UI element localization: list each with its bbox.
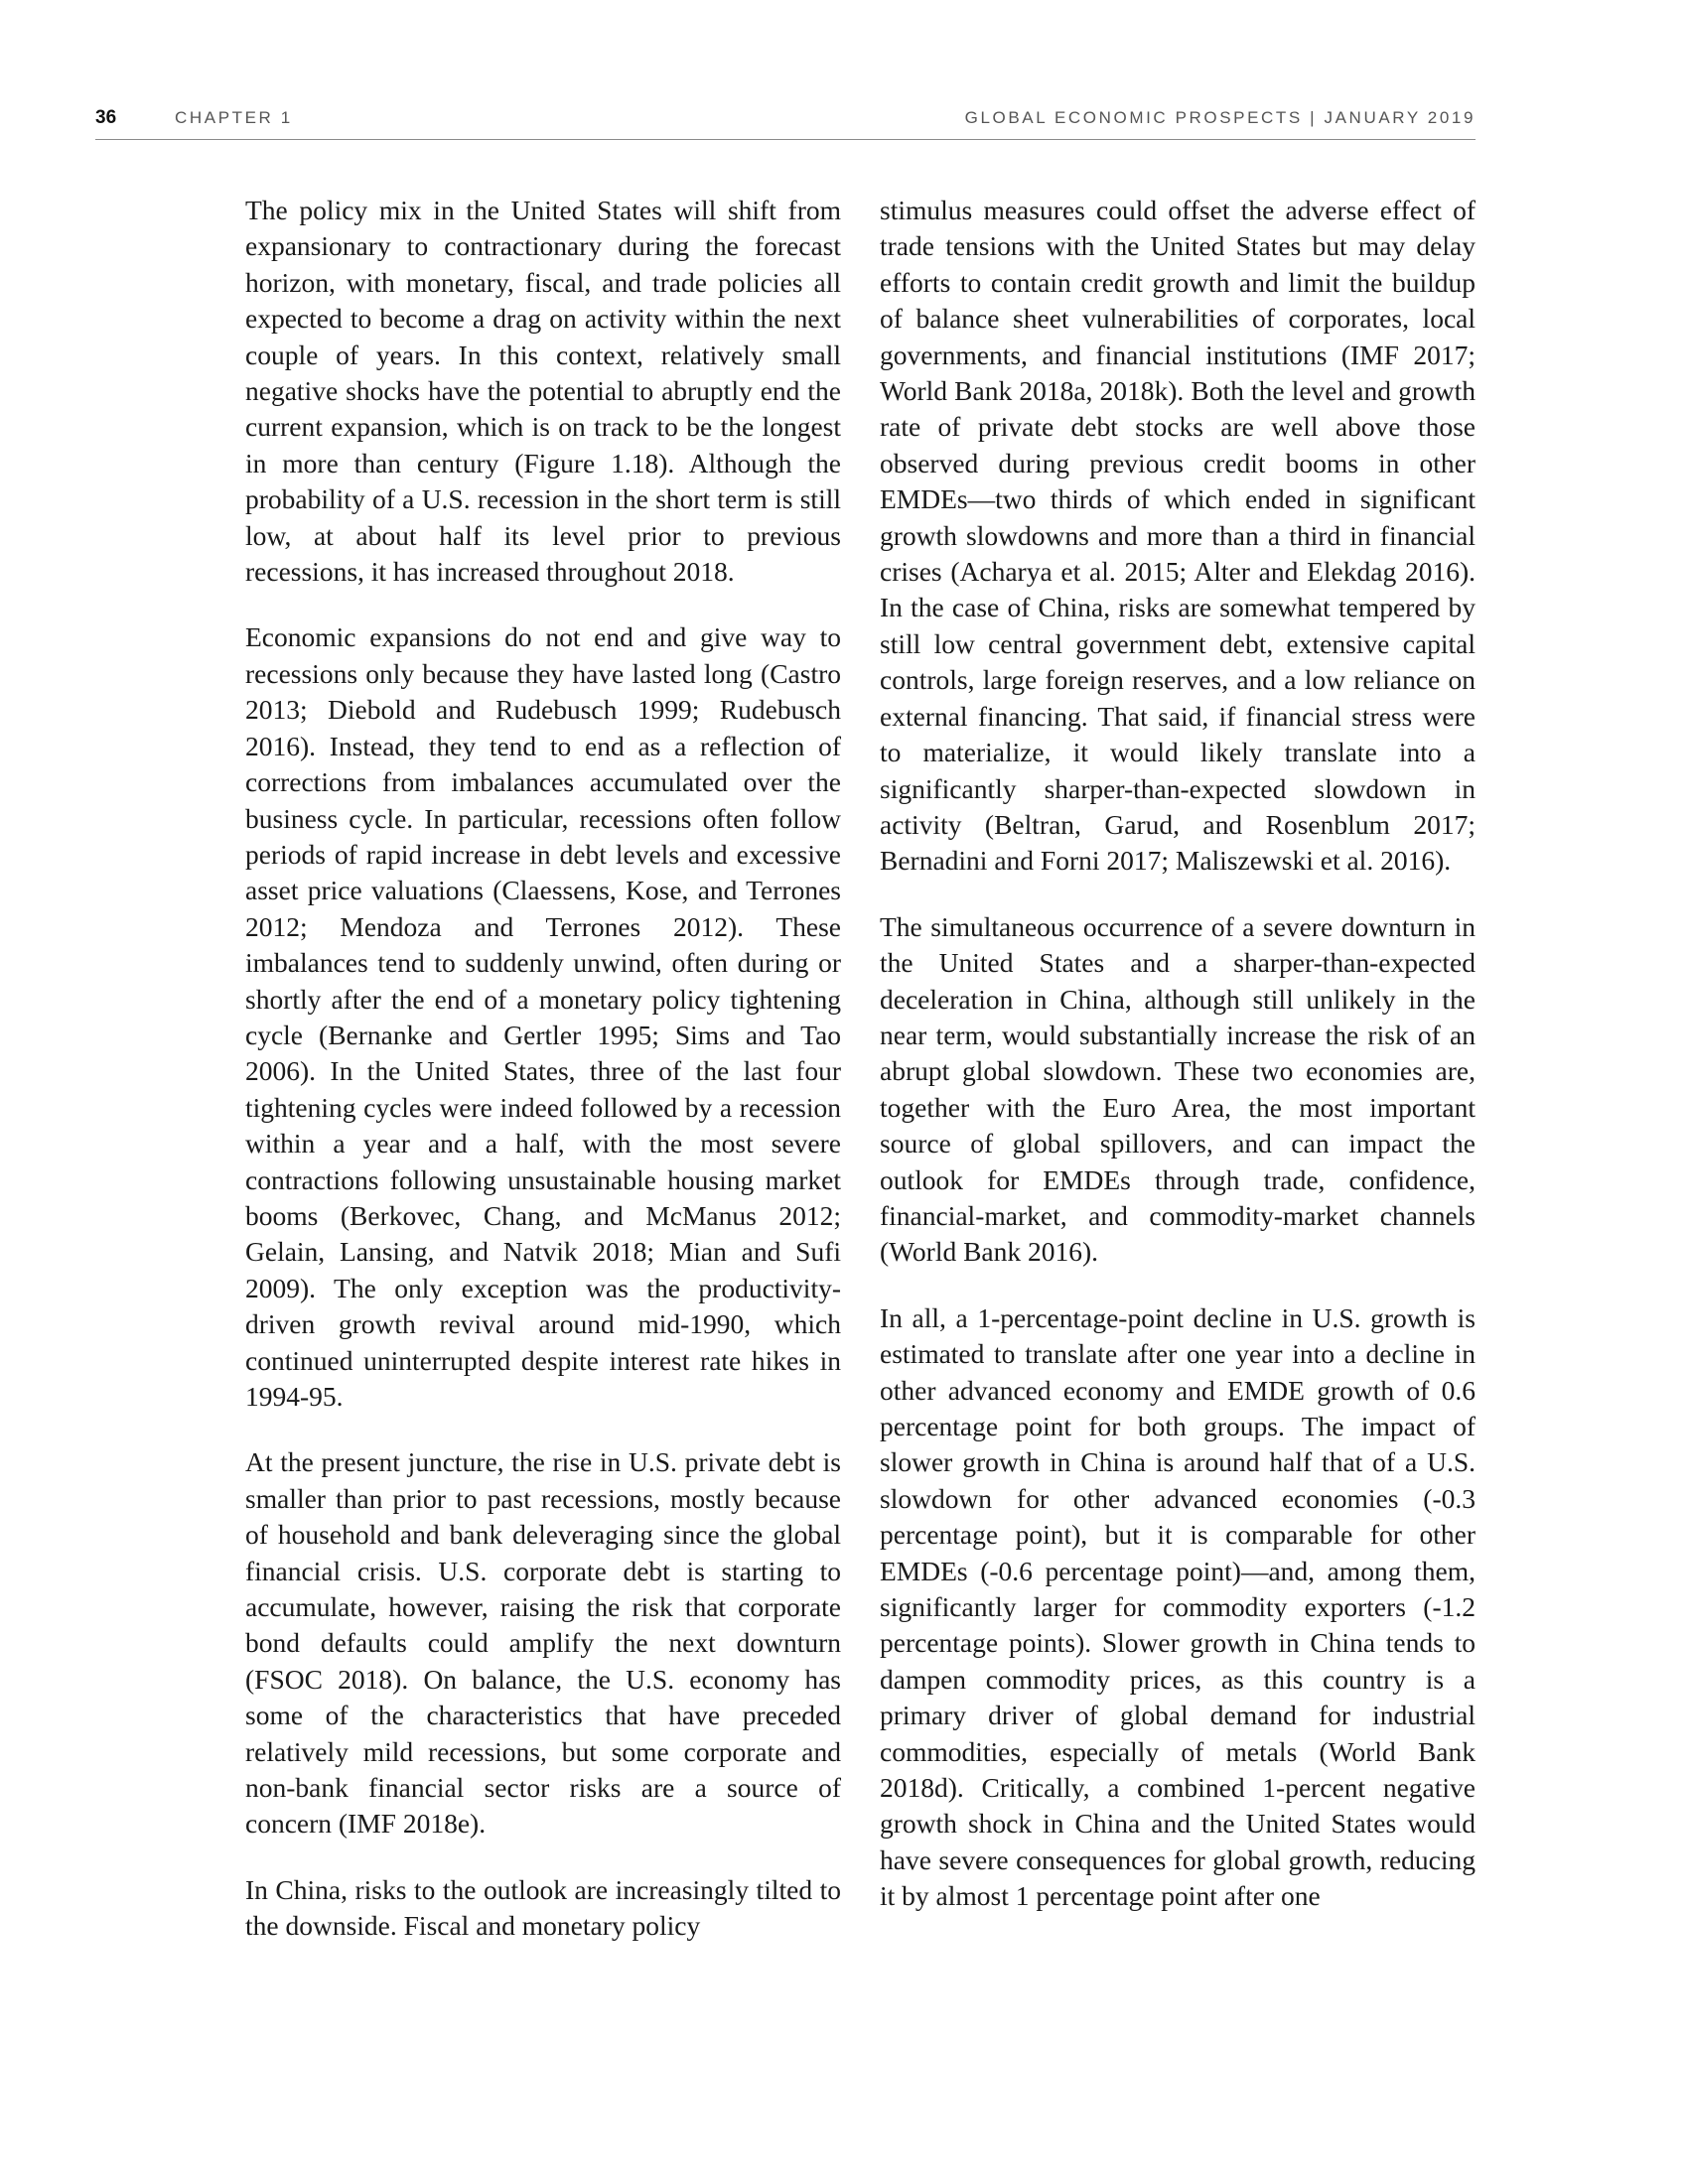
paragraph-economic-expansions: Economic expansions do not end and give way to recessions only because they have lasted long (Castro 2013; Diebold and Rudebusch 1999; Rudebusch 2016). Instead, they tend to end as a reflection of corrections from imbalances accumulated over the business cycle. In particular, recessions often follow periods of rapid increase in debt levels and excessive asset price valuations (Claessens, Kose, and Terrones 2012; Mendoza and Terrones 2012). These imbalances tend to suddenly unwind, often during or shortly after the end of a monetary policy tightening cycle (Bernanke and Gertler 1995; Sims and Tao 2006). In the United States, three of the last four tightening cycles were indeed followed by a recession within a year and a half, with the most severe contractions following unsustainable housing market booms (Berkovec, Chang, and McManus 2012; Gelain, Lansing, and Natvik 2018; Mian and Sufi 2009). The only exception was the productivity-driven growth revival around mid-1990, which continued uninterrupted despite interest rate hikes in 1994-95. — [245, 621, 841, 1412]
paragraph-us-policy-mix: The policy mix in the United States will shift from expansionary to contractionary during the forecast horizon, with monetary, fiscal, and trade policies all expected to become a drag on activity within the next couple of years. In this context, relatively small negative shocks have the potential to abruptly end the current expansion, which is on track to be the longest in more than century (Figure 1.18). Although the probability of a U.S. recession in the short term is still low, at about half its level prior to previous recessions, it has increased throughout 2018. — [245, 195, 841, 588]
publication-title: GLOBAL ECONOMIC PROSPECTS | JANUARY 2019 — [964, 108, 1476, 127]
paragraph-growth-decline-estimates: In all, a 1-percentage-point decline in U.S. growth is estimated to translate after one year into a decline in other advanced economy and EMDE growth of 0.6 percentage point for both groups. The impact of slower growth in China is around half that of a U.S. slowdown for other advanced economies (-0.3 percentage point), but it is comparable for other EMDEs (-0.6 percentage point)—and, among them, significantly larger for commodity exporters (-1.2 percentage points). Slower growth in China tends to dampen commodity prices, as this country is a primary driver of global demand for industrial commodities, especially of metals (World Bank 2018d). Critically, a combined 1-percent negative growth shock in China and the United States would have severe consequences for global growth, reducing it by almost 1 percentage point after one — [880, 1301, 1476, 1912]
paragraph-china-risks: In China, risks to the outlook are increasingly tilted to the downside. Fiscal and monetary policy — [245, 1873, 841, 1942]
paragraph-present-juncture: At the present juncture, the rise in U.S. private debt is smaller than prior to past recessions, mostly because of household and bank deleveraging since the global financial crisis. U.S. corporate debt is starting to accumulate, however, raising the risk that corporate bond defaults could amplify the next downturn (FSOC 2018). On balance, the U.S. economy has some of the characteristics that have preceded relatively mild recessions, but some corporate and non-bank financial sector risks are a source of concern (IMF 2018e). — [245, 1446, 841, 1840]
right-column — [880, 193, 1476, 1945]
chapter-label: CHAPTER 1 — [175, 108, 293, 127]
page-number: 36 — [95, 107, 117, 128]
paragraph-stimulus-measures: stimulus measures could offset the adverse effect of trade tensions with the United States but may delay efforts to contain credit growth and limit the buildup of balance sheet vulnerabilities of corporates, local governments, and financial institutions (IMF 2017; World Bank 2018a, 2018k). Both the level and growth rate of private debt stocks are well above those observed during previous credit booms in other EMDEs—two thirds of which ended in significant growth slowdowns and more than a third in financial crises (Acharya et al. 2015; Alter and Elekdag 2016). In the case of China, risks are somewhat tempered by still low central government debt, extensive capital controls, large foreign reserves, and a low reliance on external financing. That said, if financial stress were to materialize, it would likely translate into a significantly sharper-than-expected slowdown in activity (Beltran, Garud, and Rosenblum 2017; Bernadini and Forni 2017; Maliszewski et al. 2016). — [880, 195, 1476, 877]
left-column — [245, 193, 841, 1975]
paragraph-simultaneous-downturn: The simultaneous occurrence of a severe downturn in the United States and a sharper-than-expected deceleration in China, although still unlikely in the near term, would substantially increase the risk of an abrupt global slowdown. These two economies are, together with the Euro Area, the most important source of global spillovers, and can impact the outlook for EMDEs through trade, confidence, financial-market, and commodity-market channels (World Bank 2016). — [880, 910, 1476, 1268]
page-header — [95, 105, 1476, 140]
